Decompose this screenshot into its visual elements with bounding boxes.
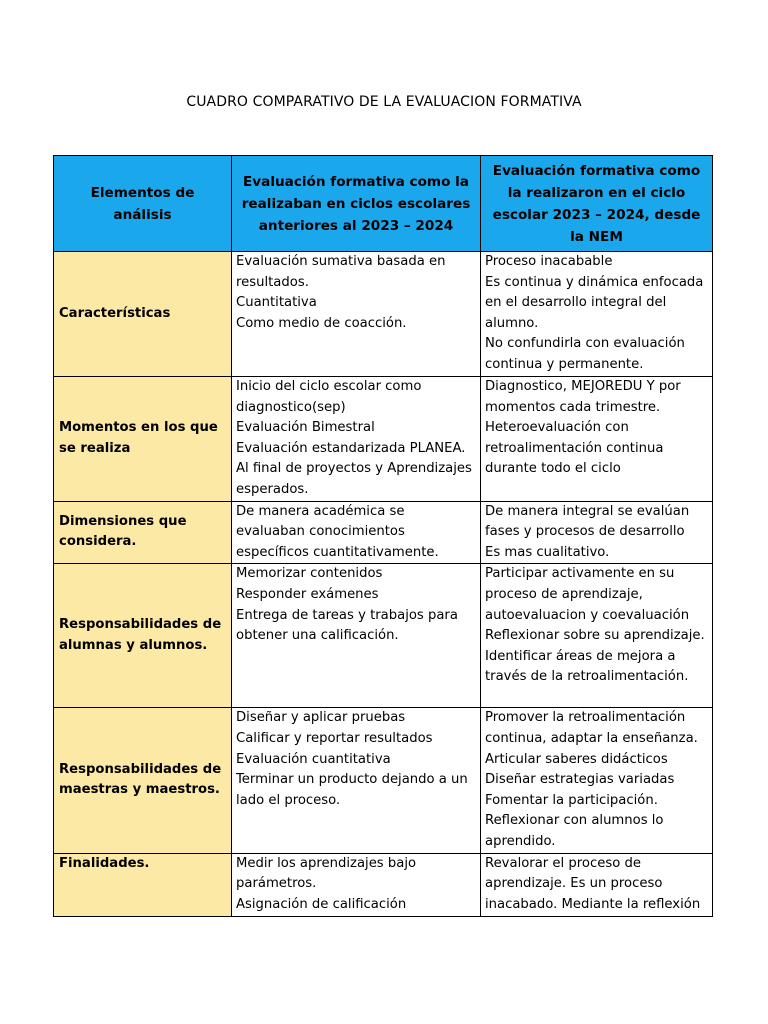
- cell-line: Calificar y reportar resultados: [236, 730, 433, 746]
- cell-line: Al final de proyectos y Aprendizajes esperados.: [236, 461, 472, 497]
- cell-line: Diseñar estrategias variadas: [485, 772, 675, 788]
- cell-line: Diseñar y aplicar pruebas: [236, 710, 406, 726]
- nem-cell: [481, 853, 713, 916]
- cell-line: Responder exámenes: [236, 586, 379, 602]
- before-cell: [232, 853, 481, 916]
- cell-line: Entrega de tareas y trabajos para obtener una calificación.: [236, 607, 458, 644]
- row-label: Momentos en los que se realiza: [54, 377, 232, 502]
- cell-line: Es mas cualitativo.: [485, 544, 610, 560]
- nem-cell: [481, 501, 713, 564]
- cell-line: Articular saberes didácticos: [485, 751, 668, 767]
- table-row: [54, 564, 713, 708]
- cell-line: Evaluación sumativa basada en resultados.: [236, 254, 446, 290]
- cell-line: Evaluación cuantitativa: [236, 751, 391, 767]
- row-label: Responsabilidades de alumnas y alumnos.: [54, 564, 232, 708]
- header-before: Evaluación formativa como la realizaban en ciclos escolares anteriores al 2023 – 2024: [232, 156, 481, 252]
- row-label: Características: [54, 252, 232, 377]
- before-cell: [232, 252, 481, 377]
- cell-line: No confundirla con evaluación continua y permanente.: [485, 336, 685, 372]
- table-row: [54, 377, 713, 502]
- before-cell: [232, 564, 481, 708]
- row-label: Dimensiones que considera.: [54, 501, 232, 564]
- header-row: [54, 156, 713, 252]
- cell-line: Fomentar la participación.: [485, 792, 658, 808]
- cell-line: Evaluación Bimestral: [236, 420, 375, 436]
- header-nem: Evaluación formativa como la realizaron en el ciclo escolar 2023 – 2024, desde la NEM: [481, 156, 713, 252]
- cell-line: Revalorar el proceso de aprendizaje. Es un proceso inacabado. Mediante la reflexión: [485, 855, 701, 912]
- cell-line: Memorizar contenidos: [236, 566, 383, 582]
- cell-line: Como medio de coacción.: [236, 315, 407, 331]
- before-cell: [232, 377, 481, 502]
- cell-line: Asignación de calificación: [236, 896, 407, 912]
- cell-line: Heteroevaluación con retroalimentación continua durante todo el ciclo: [485, 420, 664, 477]
- cell-line: Participar activamente en su proceso de aprendizaje, autoevaluacion y coevaluación: [485, 566, 690, 623]
- table-row: [54, 252, 713, 377]
- nem-cell: [481, 252, 713, 377]
- cell-line: Identificar áreas de mejora a través de la retroalimentación.: [485, 648, 689, 685]
- cell-line: Promover la retroalimentación continua, adaptar la enseñanza.: [485, 710, 698, 746]
- cell-line: Reflexionar con alumnos lo aprendido.: [485, 813, 664, 849]
- nem-cell: [481, 564, 713, 708]
- cell-line: Diagnostico, MEJOREDU Y por momentos cada trimestre.: [485, 379, 681, 415]
- nem-cell: [481, 377, 713, 502]
- table-row: [54, 501, 713, 564]
- cell-line: Proceso inacabable: [485, 254, 613, 269]
- cell-line: De manera integral se evalúan fases y procesos de desarrollo: [485, 503, 690, 540]
- table-row: [54, 708, 713, 853]
- cell-line: Evaluación estandarizada PLANEA.: [236, 440, 466, 456]
- document-title: CUADRO COMPARATIVO DE LA EVALUACION FORMATIVA: [186, 94, 582, 110]
- cell-line: De manera académica se evaluaban conocimientos específicos cuantitativamente.: [236, 503, 439, 560]
- cell-line: Es continua y dinámica enfocada en el desarrollo integral del alumno.: [485, 274, 704, 331]
- cell-line: Inicio del ciclo escolar como diagnostico(sep): [236, 379, 422, 415]
- row-label: Responsabilidades de maestras y maestros.: [54, 708, 232, 853]
- row-label: Finalidades.: [54, 853, 232, 916]
- header-elementos: Elementos de análisis: [54, 156, 232, 252]
- before-cell: [232, 708, 481, 853]
- comparison-table: [53, 155, 713, 917]
- nem-cell: [481, 708, 713, 853]
- cell-line: Medir los aprendizajes bajo parámetros.: [236, 855, 417, 892]
- cell-line: Cuantitativa: [236, 295, 317, 311]
- cell-line: Reflexionar sobre su aprendizaje.: [485, 628, 705, 644]
- table-row: [54, 853, 713, 916]
- cell-line: Terminar un producto dejando a un lado el proceso.: [236, 772, 468, 808]
- before-cell: [232, 501, 481, 564]
